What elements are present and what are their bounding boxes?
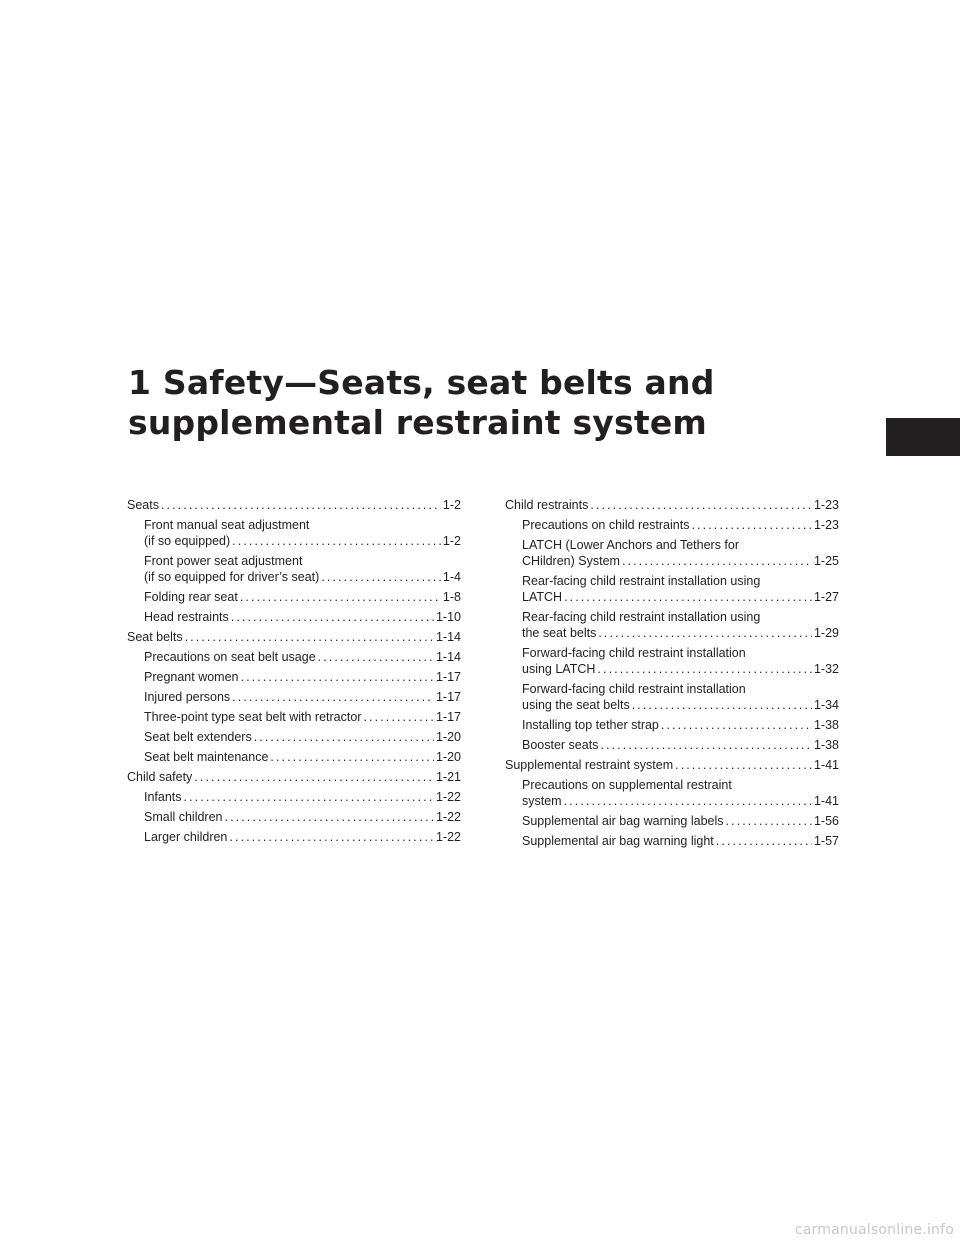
toc-page-number: 1-2 [442,498,461,512]
toc-leader-dots [716,833,812,849]
toc-entry-text: Pregnant women [144,670,239,684]
toc-leader-dots [632,697,812,713]
toc-entry-text: Precautions on seat belt usage [144,650,316,664]
toc-right-column [505,497,839,853]
toc-page-number: 1-14 [435,650,461,664]
toc-entry-text: Supplemental air bag warning labels [522,814,724,828]
toc-leader-dots [184,789,434,805]
toc-leader-dots [691,517,812,533]
toc-leader-dots [318,649,434,665]
toc-entry-text: Seat belt maintenance [144,750,269,764]
toc-entry-seat-belt-extenders[interactable] [127,729,461,745]
toc-entry-text: Seat belts [127,630,183,644]
toc-entry-precautions-supplemental-restraint[interactable] [505,777,839,809]
toc-entry-small-children[interactable] [127,809,461,825]
toc-page-number: 1-20 [435,730,461,744]
toc-page-number: 1-41 [813,758,839,772]
toc-page-number: 1-34 [813,698,839,712]
toc-entry-text: Booster seats [522,738,599,752]
toc-entry-text-line: Rear-facing child restraint installation using [522,574,761,588]
toc-left-column [127,497,461,849]
toc-entry-precautions-seat-belt-usage[interactable] [127,649,461,665]
toc-entry-text: (if so equipped for driver’s seat) [144,570,320,584]
toc-entry-front-manual-seat-adjustment[interactable] [127,517,461,549]
toc-entry-precautions-child-restraints[interactable] [505,517,839,533]
toc-leader-dots [254,729,434,745]
toc-entry-head-restraints[interactable] [127,609,461,625]
toc-page-number: 1-57 [813,834,839,848]
toc-entry-front-power-seat-adjustment[interactable] [127,553,461,585]
toc-entry-text: Precautions on child restraints [522,518,690,532]
toc-page-number: 1-41 [813,794,839,808]
toc-entry-air-bag-warning-light[interactable] [505,833,839,849]
toc-page-number: 1-32 [813,662,839,676]
toc-leader-dots [564,793,812,809]
chapter-title-line-2: supplemental restraint system [128,403,707,442]
toc-entry-child-safety[interactable] [127,769,461,785]
watermark: carmanualsonline.info [794,1222,954,1238]
toc-leader-dots [726,813,812,829]
toc-page-number: 1-38 [813,718,839,732]
toc-entry-larger-children[interactable] [127,829,461,845]
chapter-title [128,363,768,443]
toc-leader-dots [270,749,434,765]
toc-page-number: 1-14 [435,630,461,644]
toc-entry-supplemental-restraint-system[interactable] [505,757,839,773]
toc-leader-dots [232,689,434,705]
toc-entry-text: Infants [144,790,182,804]
toc-page-number: 1-29 [813,626,839,640]
toc-leader-dots [232,533,441,549]
toc-page-number: 1-10 [435,610,461,624]
toc-entry-text: Supplemental restraint system [505,758,674,772]
toc-page-number: 1-23 [813,518,839,532]
toc-entry-forward-facing-latch[interactable] [505,645,839,677]
toc-entry-text: using LATCH [522,662,596,676]
toc-entry-text: CHildren) System [522,554,620,568]
toc-entry-text: Folding rear seat [144,590,238,604]
toc-page-number: 1-21 [435,770,461,784]
toc-leader-dots [363,709,434,725]
toc-page-number: 1-8 [442,590,461,604]
toc-entry-rear-facing-latch[interactable] [505,573,839,605]
toc-entry-text-line: Forward-facing child restraint installation [522,646,746,660]
toc-entry-latch-system[interactable] [505,537,839,569]
toc-page-number: 1-4 [442,570,461,584]
toc-entry-top-tether-strap[interactable] [505,717,839,733]
toc-leader-dots [229,829,434,845]
toc-entry-text: LATCH [522,590,563,604]
toc-entry-text-line: Front manual seat adjustment [144,518,310,532]
toc-entry-infants[interactable] [127,789,461,805]
toc-page-number: 1-2 [442,534,461,548]
toc-leader-dots [564,589,812,605]
toc-leader-dots [622,553,812,569]
toc-leader-dots [194,769,434,785]
toc-entry-text-line: Forward-facing child restraint installation [522,682,746,696]
toc-page-number: 1-27 [813,590,839,604]
toc-entry-booster-seats[interactable] [505,737,839,753]
toc-leader-dots [597,661,812,677]
toc-entry-text: Head restraints [144,610,229,624]
toc-entry-text: Seat belt extenders [144,730,252,744]
toc-leader-dots [241,669,434,685]
toc-entry-text: the seat belts [522,626,597,640]
toc-page-number: 1-56 [813,814,839,828]
toc-entry-text: Installing top tether strap [522,718,659,732]
toc-entry-text-line: Front power seat adjustment [144,554,303,568]
toc-leader-dots [321,569,441,585]
toc-entry-injured-persons[interactable] [127,689,461,705]
toc-leader-dots [231,609,434,625]
toc-entry-three-point-seat-belt[interactable] [127,709,461,725]
toc-page-number: 1-17 [435,690,461,704]
toc-page-number: 1-17 [435,670,461,684]
toc-entry-rear-facing-seat-belts[interactable] [505,609,839,641]
toc-entry-text: (if so equipped) [144,534,231,548]
toc-leader-dots [225,809,434,825]
toc-entry-text: Supplemental air bag warning light [522,834,714,848]
toc-leader-dots [240,589,441,605]
toc-leader-dots [598,625,812,641]
toc-entry-seat-belt-maintenance[interactable] [127,749,461,765]
toc-entry-text: using the seat belts [522,698,630,712]
toc-entry-forward-facing-seat-belts[interactable] [505,681,839,713]
toc-entry-pregnant-women[interactable] [127,669,461,685]
toc-page-number: 1-22 [435,830,461,844]
toc-page-number: 1-23 [813,498,839,512]
chapter-tab-marker [886,418,960,456]
toc-entry-seats[interactable] [127,497,461,513]
toc-entry-text: Child restraints [505,498,589,512]
toc-page-number: 1-22 [435,790,461,804]
toc-entry-text: Child safety [127,770,193,784]
toc-page-number: 1-17 [435,710,461,724]
toc-entry-seat-belts[interactable] [127,629,461,645]
toc-entry-text: Larger children [144,830,228,844]
toc-leader-dots [161,497,441,513]
toc-leader-dots [600,737,812,753]
chapter-title-line-1: 1 Safety—Seats, seat belts and [128,363,715,402]
toc-entry-text-line: Rear-facing child restraint installation using [522,610,761,624]
toc-entry-text: Small children [144,810,223,824]
toc-leader-dots [661,717,812,733]
toc-entry-text-line: Precautions on supplemental restraint [522,778,732,792]
toc-entry-text: Injured persons [144,690,231,704]
toc-entry-child-restraints[interactable] [505,497,839,513]
toc-entry-text-line: LATCH (Lower Anchors and Tethers for [522,538,739,552]
toc-entry-text: Seats [127,498,159,512]
toc-entry-text: Three-point type seat belt with retractor [144,710,362,724]
toc-page-number: 1-38 [813,738,839,752]
toc-leader-dots [185,629,434,645]
toc-page-number: 1-22 [435,810,461,824]
toc-leader-dots [675,757,812,773]
toc-page-number: 1-20 [435,750,461,764]
toc-leader-dots [590,497,812,513]
toc-entry-air-bag-warning-labels[interactable] [505,813,839,829]
toc-page-number: 1-25 [813,554,839,568]
toc-entry-folding-rear-seat[interactable] [127,589,461,605]
toc-entry-text: system [522,794,562,808]
